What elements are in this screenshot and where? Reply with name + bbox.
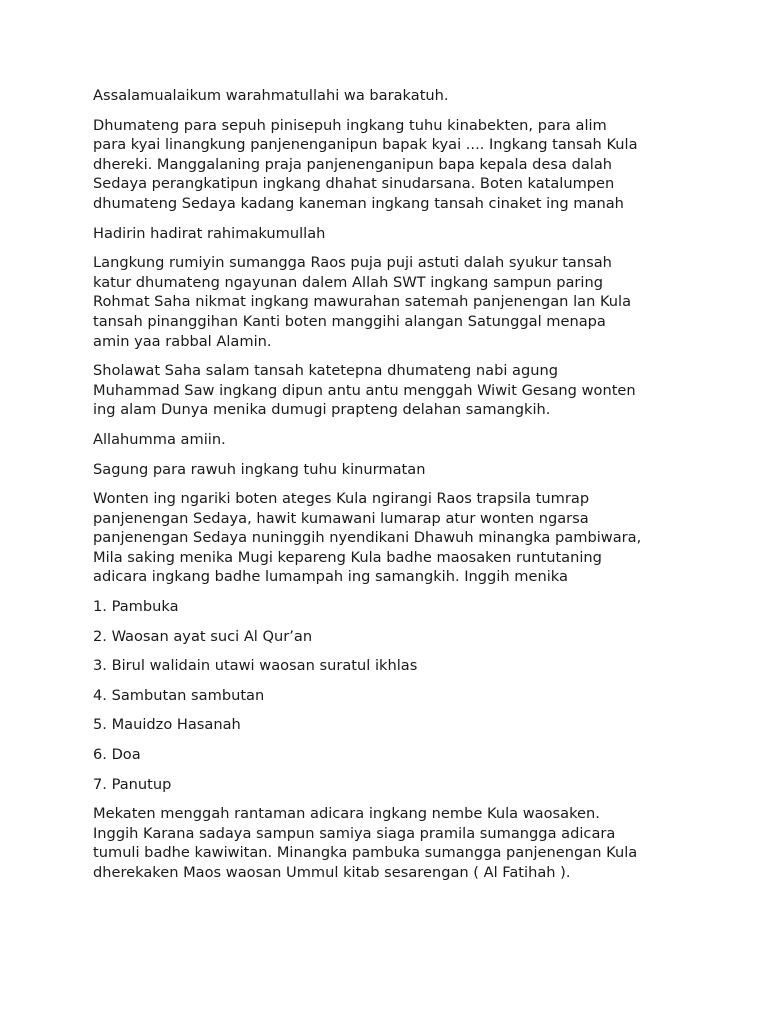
agenda-item (93, 627, 678, 647)
paragraph-intro (93, 489, 678, 587)
text-line: Langkung rumiyin sumangga Raos puja puji astuti dalah syukur tansah (93, 254, 612, 272)
amin-line (93, 430, 678, 450)
paragraph-honorifics (93, 116, 678, 214)
text-line: tumuli badhe kawiwitan. Minangka pambuka sumangga panjenengan Kula (93, 844, 638, 862)
agenda-item-text: 2. Waosan ayat suci Al Qur’an (93, 627, 313, 645)
text-line: katur dhumateng ngayunan dalem Allah SWT ingkang sampun paring (93, 273, 604, 291)
paragraph-closing (93, 804, 678, 882)
text-line: Allahumma amiin. (93, 430, 226, 448)
paragraph-sholawat (93, 361, 678, 420)
text-line: Hadirin hadirat rahimakumullah (93, 224, 326, 242)
agenda-item-text: 1. Pambuka (93, 598, 179, 616)
text-line: Sedaya perangkatipun ingkang dhahat sinudarsana. Boten katalumpen (93, 175, 615, 193)
agenda-item-text: 7. Panutup (93, 775, 172, 793)
text-line: para kyai linangkung panjenenganipun bapak kyai .... Ingkang tansah Kula (93, 136, 638, 154)
document-page (93, 86, 678, 893)
greeting (93, 86, 678, 106)
text-line: Wonten ing ngariki boten ateges Kula ngirangi Raos trapsila tumrap (93, 490, 590, 508)
text-line: panjenengan Sedaya, hawit kumawani lumarap atur wonten ngarsa (93, 509, 589, 527)
agenda-item (93, 775, 678, 795)
text-line: ing alam Dunya menika dumugi prapteng delahan samangkih. (93, 401, 551, 419)
text-line: Mila saking menika Mugi kepareng Kula badhe maosaken runtutaning (93, 548, 602, 566)
text-line: Sagung para rawuh ingkang tuhu kinurmatan (93, 460, 426, 478)
text-line: adicara ingkang badhe lumampah ing samangkih. Inggih menika (93, 568, 568, 586)
text-line: tansah pinanggihan Kanti boten manggihi alangan Satunggal menapa (93, 312, 606, 330)
text-line: Rohmat Saha nikmat ingkang mawurahan satemah panjenengan lan Kula (93, 293, 632, 311)
text-line: dhumateng Sedaya kadang kaneman ingkang tansah cinaket ing manah (93, 194, 624, 212)
text-line: Muhammad Saw ingkang dipun antu antu menggah Wiwit Gesang wonten (93, 381, 636, 399)
text-line: Dhumateng para sepuh pinisepuh ingkang tuhu kinabekten, para alim (93, 116, 607, 134)
text-line: Inggih Karana sadaya sampun samiya siaga pramila sumangga adicara (93, 824, 616, 842)
audience-address-1 (93, 224, 678, 244)
text-line: panjenengan Sedaya nuninggih nyendikani Dhawuh minangka pambiwara, (93, 529, 642, 547)
agenda-item (93, 597, 678, 617)
text-line: amin yaa rabbal Alamin. (93, 332, 272, 350)
agenda-item-text: 5. Mauidzo Hasanah (93, 716, 241, 734)
agenda-item (93, 715, 678, 735)
agenda-item-text: 3. Birul walidain utawi waosan suratul ikhlas (93, 657, 418, 675)
text-line: Mekaten menggah rantaman adicara ingkang nembe Kula waosaken. (93, 805, 600, 823)
text-line: dhereki. Manggalaning praja panjenenganipun bapa kepala desa dalah (93, 155, 613, 173)
agenda-item-text: 4. Sambutan sambutan (93, 686, 265, 704)
agenda-item (93, 656, 678, 676)
audience-address-2 (93, 460, 678, 480)
text-line: dherekaken Maos waosan Ummul kitab sesarengan ( Al Fatihah ). (93, 864, 571, 881)
text-line: Assalamualaikum warahmatullahi wa barakatuh. (93, 87, 449, 104)
paragraph-gratitude (93, 253, 678, 351)
agenda-item (93, 686, 678, 706)
agenda-item (93, 745, 678, 765)
text-line: Sholawat Saha salam tansah katetepna dhumateng nabi agung (93, 362, 558, 380)
agenda-item-text: 6. Doa (93, 746, 141, 764)
